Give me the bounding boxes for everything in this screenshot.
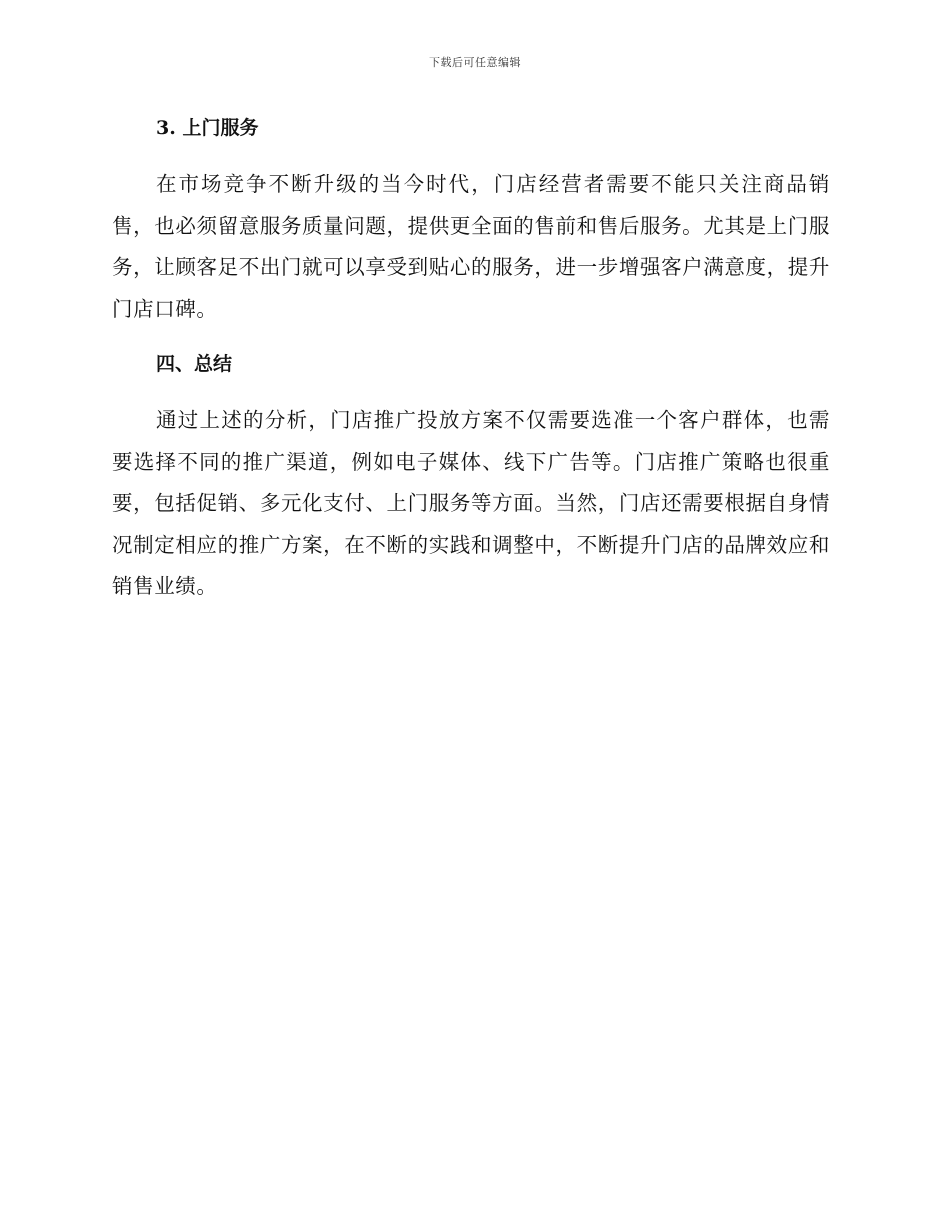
- section-heading-summary: 四、总结: [156, 353, 233, 375]
- section-paragraph-door-service: 在市场竞争不断升级的当今时代，门店经营者需要不能只关注商品销售，也必须留意服务质量问题，提供更全面的售前和售后服务。尤其是上门服务，让顾客足不出门就可以享受到贴心的服务，进一步增强客户满意度，提升门店口碑。: [112, 172, 830, 321]
- section-paragraph-summary: 通过上述的分析，门店推广投放方案不仅需要选准一个客户群体，也需要选择不同的推广渠道，例如电子媒体、线下广告等。门店推广策略也很重要，包括促销、多元化支付、上门服务等方面。当然，门店还需要根据自身情况制定相应的推广方案，在不断的实践和调整中，不断提升门店的品牌效应和销售业绩。: [112, 408, 830, 598]
- section-heading-door-service: 3. 上门服务: [156, 117, 259, 139]
- header-note: 下载后可任意编辑: [429, 56, 521, 69]
- document-body: [112, 112, 830, 608]
